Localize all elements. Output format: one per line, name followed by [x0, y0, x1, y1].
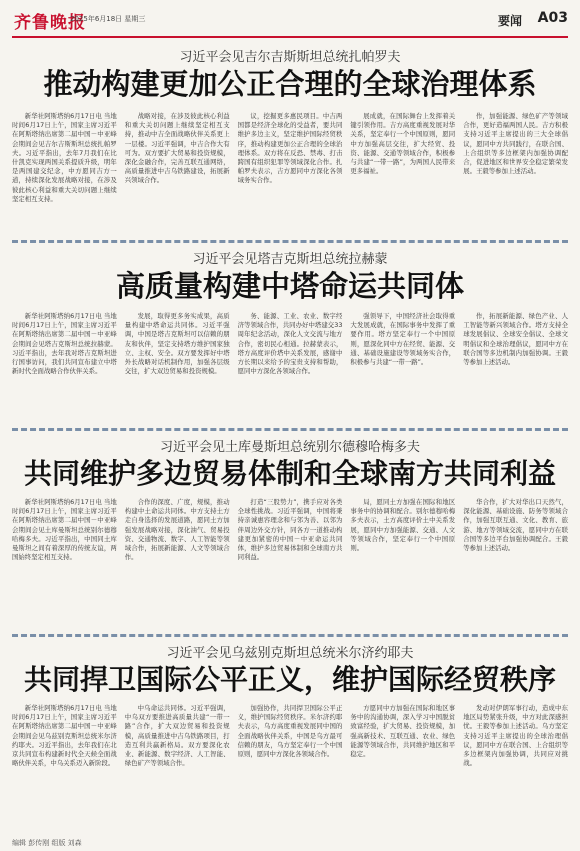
article-headline: 共同维护多边贸易体制和全球南方共同利益 — [23, 457, 556, 490]
article-headline: 高质量构建中塔命运共同体 — [115, 269, 464, 303]
article-column: 华合作，扩大对华出口天然气，深化能源、基础设施、防务等领域合作，加强互联互通、文化、教育、旅游、地方等领域交流，愿同中方在联合国等多边平台加强协调配合。王毅等参加上述活动。 — [463, 498, 568, 553]
article-subtitle: 习近平会见土库曼斯坦总统别尔德穆哈梅多夫 — [159, 440, 420, 455]
article-column: 作，拓展新能源、绿色产业、人工智能等新兴领域合作。塔方支持全球发展倡议、全球安全倡议、全球文明倡议和全球治理倡议，愿同中方在联合国等多边机制内加强协调。王毅等参加上述活动。 — [463, 312, 568, 367]
article-column: 展成就，在国际舞台上发挥着关键引领作用。吉方高度重视发展对华关系，坚定奉行一个中国原则，愿同中方加强高层交往，扩大经贸、投资、能源、交通等领域合作，积极参与共建“一带一路”，为两国人民带来更多福祉。 — [350, 112, 456, 176]
article-body — [12, 498, 568, 628]
editor-credit: 编辑 彭传刚 组版 刘森 — [12, 839, 82, 847]
article-2 — [12, 246, 568, 431]
page-number: A03 — [537, 10, 568, 26]
article-headline: 推动构建更加公正合理的全球治理体系 — [43, 67, 537, 101]
article-column: 作，加强能源、绿色矿产等领域合作，更好造福两国人民。吉方积极支持习近平主席提出的三大全球倡议，愿同中方共同践行，在联合国、上合组织等多边框架内加强协调配合，促进地区和世界安全稳定繁荣发展。王毅等参加上述活动。 — [463, 112, 568, 176]
article-body — [12, 704, 568, 830]
article-headline: 共同捍卫国际公平正义，维护国际经贸秩序 — [23, 663, 556, 696]
article-1 — [12, 44, 568, 243]
article-subtitle: 习近平会见吉尔吉斯斯坦总统扎帕罗夫 — [179, 50, 401, 65]
article-column: 合作的深度、广度，规模，推动构建中土命运共同体。中方支持土方走自身选择的发展道路，愿同土方加强发展战略对接，深化油气、贸易投资、交通物流、数字、人工智能等领域合作，拓展新能源、人文等领域合作。 — [124, 498, 230, 562]
article-column: 中乌命运共同体。习近平强调，中乌双方要推进高质量共建“一带一路”合作，扩大双边贸易和投资规模，高质量推进中吉乌铁路项目，打造互利共赢新格局。双方要深化农业、新能源、数字经济、人工智能、绿色矿产等领域合作。 — [124, 704, 230, 768]
section-name: 要闻 — [497, 14, 522, 28]
article-column: 打造“三股势力”，携手应对各类全球性挑战。习近平强调，中国将秉持亲诚惠容理念和与邻为善、以邻为伴周边外交方针，同各方一道推动构建更加紧密的中国－中亚命运共同体，维护多边贸易体制和全球南方共同利益。 — [237, 498, 343, 562]
masthead — [0, 0, 580, 42]
article-column: 新华社阿斯塔纳6月17日电 当地时间6月17日上午，国家主席习近平在阿斯塔纳出席第二届中国－中亚峰会期间会见塔吉克斯坦总统拉赫蒙。习近平指出，去年我对塔吉克斯坦进行国事访问，我们共同宣布建立中塔新时代全面战略合作伙伴关系。 — [12, 312, 117, 376]
article-column: 局，愿同土方加强在国际和地区事务中的协调和配合。别尔德穆哈梅多夫表示，土方高度评价土中关系发展，愿同中方加强能源、交通、人文等领域合作，坚定奉行一个中国原则。 — [350, 498, 456, 553]
article-column: 强领导下，中国经济社会取得重大发展成就，在国际事务中发挥了重要作用。塔方坚定奉行一个中国原则，愿深化同中方在经贸、能源、交通、基础设施建设等领域务实合作，积极参与共建“一带一路”。 — [350, 312, 456, 367]
article-4 — [12, 640, 568, 832]
article-column: 务、能源、工业、农业、数字经济等领域合作，共同办好中塔建交33周年纪念活动，深化人文交流与地方合作，密切民心相通。拉赫蒙表示，塔方高度评价塔中关系发展，感谢中方长期以来给予的宝贵支持和帮助，愿同中方深化各领域合作。 — [237, 312, 343, 376]
article-3 — [12, 434, 568, 637]
article-body — [12, 112, 568, 236]
newspaper-logo: 齐鲁晚报 — [14, 13, 86, 33]
article-column: 方愿同中方加强在国际和地区事务中的沟通协调，深入学习中国脱贫致富经验，扩大贸易、投资规模，加强高新技术、互联互通、农业、绿色能源等领域合作，共同维护地区和平稳定。 — [350, 704, 456, 759]
article-subtitle: 习近平会见塔吉克斯坦总统拉赫蒙 — [192, 252, 388, 267]
article-column: 新华社阿斯塔纳6月17日电 当地时间6月17日上午，国家主席习近平在阿斯塔纳出席第二届中国－中亚峰会期间会见吉尔吉斯斯坦总统扎帕罗夫。习近平指出，去年7月我们在比什凯克实现两国关系提质升级，明年是两国建交纪念，中方愿同吉方一道，持续深化发展战略对接，在涉及彼此核心利益和重大关切问题上继续坚定相互支持。 — [12, 112, 117, 203]
article-subtitle: 习近平会见乌兹别克斯坦总统米尔济约耶夫 — [166, 646, 414, 661]
issue-date: 2025年6月18日 星期三 — [70, 15, 146, 23]
article-column: 加强协作，共同捍卫国际公平正义，维护国际经贸秩序。米尔济约耶夫表示，乌方高度重视发展同中国的全面战略伙伴关系，中国是乌方最可信赖的朋友，乌方坚定奉行一个中国原则，愿同中方深化各领域合作。 — [237, 704, 343, 759]
header-rule — [12, 36, 568, 38]
article-column: 发动对伊朗军事行动，造成中东地区局势紧张升级，中方对此深感担忧。王毅等参加上述活动。乌方坚定支持习近平主席提出的全球治理倡议，愿同中方在联合国、上合组织等多边框架内加强协调，共同应对挑战。 — [463, 704, 568, 768]
article-body — [12, 312, 568, 422]
article-column: 新华社阿斯塔纳6月17日电 当地时间6月17日上午，国家主席习近平在阿斯塔纳出席第二届中国－中亚峰会期间会见土库曼斯坦总统别尔德穆哈梅多夫。习近平指出，中国同土库曼斯坦之间有着深厚的传统友谊，两国始终坚定相互支持。 — [12, 498, 117, 562]
article-column: 新华社阿斯塔纳6月17日电 当地时间6月17日上午，国家主席习近平在阿斯塔纳出席第二届中国－中亚峰会期间会见乌兹别克斯坦总统米尔济约耶夫。习近平指出，去年我们在北京共同宣布构建新时代全天候全面战略伙伴关系，中乌关系迈入新阶段。 — [12, 704, 117, 768]
article-column: 发展，取得更多务实成果，高质量构建中塔命运共同体。习近平强调，中国是塔吉克斯坦可以信赖的朋友和伙伴，坚定支持塔方维护国家独立、主权、安全。双方要发挥好中塔外长战略对话机制作用，加强各层级交往，扩大双边贸易和投资规模。 — [124, 312, 230, 376]
article-column: 议，挖掘更多惠民项目。中吉两国都是经济全球化的受益者，要共同维护多边主义，坚定维护国际经贸秩序，推动构建更加公正合理的全球治理体系。双方将在反恐、禁毒、打击跨国有组织犯罪等领域深化合作。扎帕罗夫表示，吉方愿同中方深化各领域务实合作。 — [237, 112, 343, 185]
article-column: 战略对接，在涉及彼此核心利益和重大关切问题上继续坚定相互支持，推动中吉全面战略伙伴关系更上一层楼。习近平强调，中吉合作大有可为。双方要扩大贸易和投资规模，深化金融合作，完善互联互通网络，高质量推进中吉乌铁路建设，拓展新兴领域合作。 — [124, 112, 230, 185]
